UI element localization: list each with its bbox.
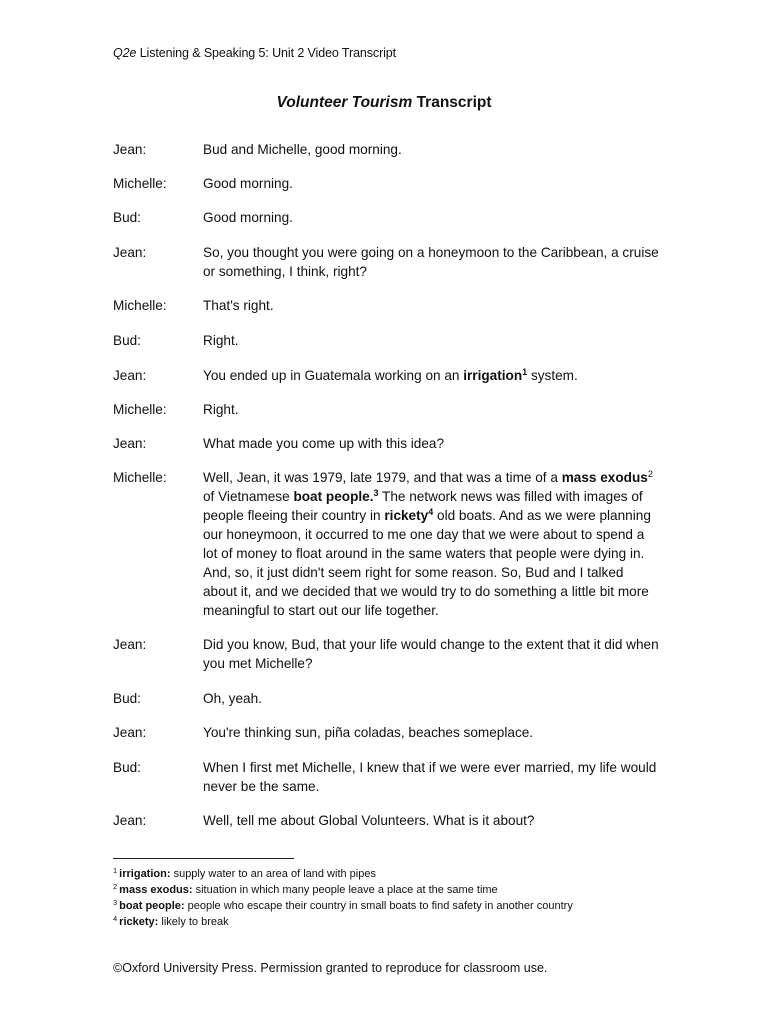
text-segment: old boats. And as we were planning our honeymoon, it occurred to me one day that we were about to spend a lot of money to float around in the same waters that people were dying in. And, so, it just didn't seem right for some reason. So, Bud and I talked about it, and we decided that we would try to do something a little bit more meaningful to start out our life together. (203, 508, 651, 618)
text-segment: Did you know, Bud, that your life would change to the extent that it did when you met Michelle? (203, 637, 659, 671)
speaker-name: Jean: (113, 813, 147, 828)
header-text: Listening & Speaking 5: Unit 2 Video Transcript (136, 46, 397, 60)
footnote (113, 898, 673, 914)
spoken-text (203, 758, 661, 796)
spoken-text (203, 208, 661, 227)
footnote-number: 4 (113, 914, 118, 923)
footnote-divider (113, 858, 294, 859)
spoken-text (203, 635, 661, 673)
text-segment: Bud and Michelle, good morning. (203, 142, 402, 157)
speaker-name: Michelle: (113, 470, 167, 485)
text-segment: What made you come up with this idea? (203, 436, 445, 451)
text-segment: The network news was filled with images of people fleeing their country in (203, 489, 643, 523)
speaker-name: Michelle: (113, 402, 167, 417)
copyright-notice: ©Oxford University Press. Permission granted to reproduce for classroom use. (113, 961, 548, 975)
text-segment: Well, tell me about Global Volunteers. What is it about? (203, 813, 535, 828)
text-segment: Good morning. (203, 210, 293, 225)
footnote-term: mass exodus: (119, 884, 193, 896)
spoken-text (203, 468, 661, 620)
spoken-text (203, 243, 661, 281)
text-segment: of Vietnamese (203, 489, 294, 504)
footnote (113, 866, 673, 882)
text-segment: Good morning. (203, 176, 293, 191)
text-segment: Right. (203, 402, 239, 417)
text-segment: Well, Jean, it was 1979, late 1979, and that was a time of a (203, 470, 562, 485)
spoken-text (203, 174, 661, 193)
footnote-definition: situation in which many people leave a place at the same time (192, 884, 498, 896)
footnote-term: boat people: (119, 900, 185, 912)
footnote (113, 882, 673, 898)
spoken-text (203, 434, 661, 453)
speaker-name: Jean: (113, 142, 147, 157)
glossary-term: boat people. (293, 489, 374, 504)
text-segment: You're thinking sun, piña coladas, beaches someplace. (203, 725, 534, 740)
glossary-term: rickety (384, 508, 429, 523)
footnote-ref: 2 (647, 469, 653, 479)
glossary-term: irrigation (463, 368, 523, 383)
text-segment: You ended up in Guatemala working on an (203, 368, 464, 383)
spoken-text (203, 296, 661, 315)
footnote-term: irrigation: (119, 868, 171, 880)
speaker-name: Jean: (113, 436, 147, 451)
spoken-text (203, 140, 661, 159)
footnote-definition: likely to break (158, 916, 229, 928)
footnote-definition: people who escape their country in small boats to find safety in another country (184, 900, 573, 912)
text-segment: Oh, yeah. (203, 691, 262, 706)
header-series: Q2e (113, 46, 137, 60)
spoken-text (203, 811, 661, 830)
footnotes (113, 866, 673, 930)
document-title (0, 94, 768, 112)
title-italic: Volunteer Tourism (276, 94, 413, 111)
speaker-name: Bud: (113, 691, 141, 706)
speaker-name: Jean: (113, 637, 147, 652)
spoken-text (203, 331, 661, 350)
text-segment: Right. (203, 333, 239, 348)
spoken-text (203, 400, 661, 419)
footnote-ref: 1 (522, 367, 528, 377)
speaker-name: Michelle: (113, 298, 167, 313)
footnote-term: rickety: (119, 916, 159, 928)
text-segment: That's right. (203, 298, 274, 313)
spoken-text (203, 366, 661, 385)
glossary-term: mass exodus (561, 470, 648, 485)
footnote-number: 2 (113, 882, 118, 891)
speaker-name: Bud: (113, 760, 141, 775)
speaker-name: Michelle: (113, 176, 167, 191)
spoken-text (203, 723, 661, 742)
footnote-ref: 4 (428, 507, 434, 517)
footnote (113, 914, 673, 930)
text-segment: So, you thought you were going on a honeymoon to the Caribbean, a cruise or something, I think, right? (203, 245, 659, 279)
text-segment: When I first met Michelle, I knew that if we were ever married, my life would never be the same. (203, 760, 657, 794)
speaker-name: Jean: (113, 245, 147, 260)
spoken-text (203, 689, 661, 708)
speaker-name: Jean: (113, 368, 147, 383)
footnote-number: 3 (113, 898, 118, 907)
footnote-number: 1 (113, 866, 118, 875)
speaker-name: Bud: (113, 210, 141, 225)
footnote-ref: 3 (373, 488, 379, 498)
text-segment: system. (527, 368, 578, 383)
speaker-name: Jean: (113, 725, 147, 740)
footnote-definition: supply water to an area of land with pipes (170, 868, 376, 880)
page-header (113, 46, 396, 60)
speaker-name: Bud: (113, 333, 141, 348)
title-rest: Transcript (412, 94, 492, 111)
